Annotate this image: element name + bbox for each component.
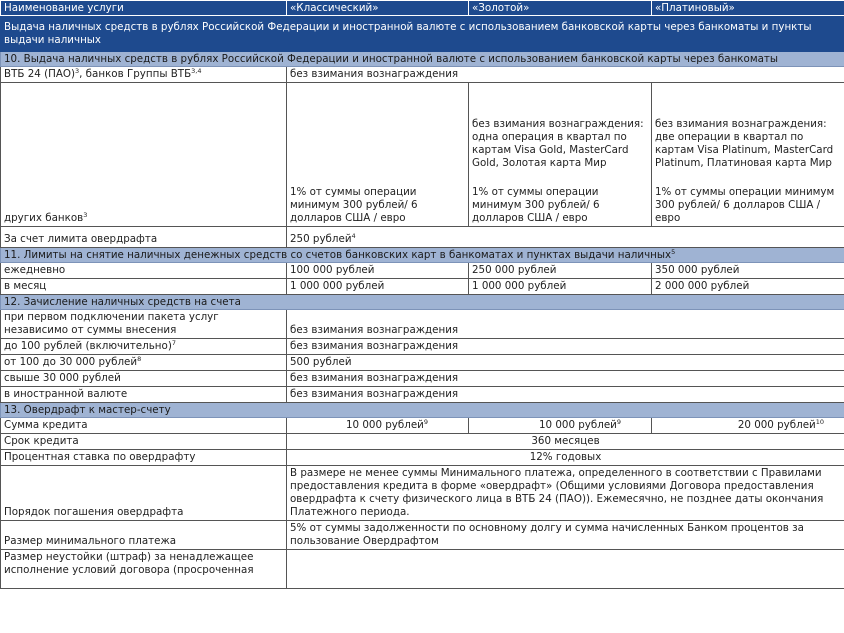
- daily-platinum: 350 000 рублей: [652, 263, 844, 279]
- main-title-row: [1, 16, 844, 52]
- table-row: [1, 339, 844, 355]
- credit-sum-gold: 10 000 рублей$^9$: [469, 418, 652, 434]
- col-header-gold: «Золотой»: [469, 1, 652, 16]
- row-value-vtb: без взимания вознаграждения: [287, 67, 844, 83]
- row-label-over-30k: свыше 30 000 рублей: [1, 371, 287, 387]
- row-value-overdraft-limit: 250 рублей$^4$: [287, 227, 844, 248]
- monthly-gold: 1 000 000 рублей: [469, 279, 652, 295]
- table-row: [1, 521, 844, 550]
- col-header-service: Наименование услуги: [1, 1, 287, 16]
- row-label-overdraft-limit: За счет лимита овердрафта: [1, 227, 287, 248]
- row-value-foreign: без взимания вознаграждения: [287, 387, 844, 403]
- row-value-penalty: [287, 550, 844, 589]
- row-value-from-100: 500 рублей: [287, 355, 844, 371]
- table-row: [1, 355, 844, 371]
- credit-sum-classic: 10 000 рублей$^9$: [287, 418, 469, 434]
- row-label-other-banks: других банков$^3$: [1, 83, 287, 227]
- daily-gold: 250 000 рублей: [469, 263, 652, 279]
- platinum-fee: 1% от суммы операции минимум 300 рублей/ 6 долларов США / евро: [652, 172, 844, 227]
- table-row: [1, 310, 844, 339]
- table-row: [1, 83, 844, 172]
- row-label-upto-100: до 100 рублей (включительно)$^7$: [1, 339, 287, 355]
- section-10-title: 10. Выдача наличных средств в рублях Российской Федерации и иностранной валюте с использованием банковской карты через банкоматы: [1, 52, 844, 67]
- daily-classic: 100 000 рублей: [287, 263, 469, 279]
- gold-fee: 1% от суммы операции минимум 300 рублей/ 6 долларов США / евро: [469, 172, 652, 227]
- column-header-row: [1, 1, 844, 16]
- row-label-rate: Процентная ставка по овердрафту: [1, 450, 287, 466]
- monthly-platinum: 2 000 000 рублей: [652, 279, 844, 295]
- table-row: [1, 387, 844, 403]
- classic-spacer: [287, 83, 469, 172]
- gold-free-note: без взимания вознаграждения: одна операция в квартал по картам Visa Gold, MasterCard Gold, Золотая карта Мир: [469, 83, 652, 172]
- monthly-classic: 1 000 000 рублей: [287, 279, 469, 295]
- table-row: [1, 263, 844, 279]
- penalty-text-clip: Размер неустойки (штраф) за ненадлежащее исполнение условий договора (просроченная: [4, 551, 254, 576]
- row-label-term: Срок кредита: [1, 434, 287, 450]
- col-header-platinum: «Платиновый»: [652, 1, 844, 16]
- section-11-header: [1, 248, 844, 263]
- row-label-first-connect: при первом подключении пакета услуг независимо от суммы внесения: [1, 310, 287, 339]
- row-label-minpay: Размер минимального платежа: [1, 521, 287, 550]
- col-header-classic: «Классический»: [287, 1, 469, 16]
- row-value-repay: В размере не менее суммы Минимального платежа, определенного в соответствии с Правилами предоставления кредита в форме «овердрафт» (Общими условиями Договора предоставления овердрафта к счету физического лица в ВТБ 24 (ПАО)). Ежемесячно, не позднее даты окончания Платежного периода.: [287, 466, 844, 521]
- table-row: [1, 67, 844, 83]
- section-12-header: [1, 295, 844, 310]
- table-row: [1, 434, 844, 450]
- table-row: [1, 450, 844, 466]
- platinum-free-note: без взимания вознаграждения: две операции в квартал по картам Visa Platinum, MasterCard Platinum, Платиновая карта Мир: [652, 83, 844, 172]
- row-label-foreign: в иностранной валюте: [1, 387, 287, 403]
- section-10-header: [1, 52, 844, 67]
- row-label-penalty: [1, 550, 287, 589]
- table-row: [1, 550, 844, 589]
- table-row: [1, 227, 844, 248]
- table-row: [1, 371, 844, 387]
- section-13-title: 13. Овердрафт к мастер-счету: [1, 403, 844, 418]
- table-row: [1, 279, 844, 295]
- section-11-title: 11. Лимиты на снятие наличных денежных средств со счетов банковских карт в банкоматах и пунктах выдачи наличных$^5$: [1, 248, 844, 263]
- row-label-monthly: в месяц: [1, 279, 287, 295]
- row-label-credit-sum: Сумма кредита: [1, 418, 287, 434]
- row-label-from-100: от 100 до 30 000 рублей$^8$: [1, 355, 287, 371]
- table-row: [1, 418, 844, 434]
- row-value-first-connect: без взимания вознаграждения: [287, 310, 844, 339]
- row-value-upto-100: без взимания вознаграждения: [287, 339, 844, 355]
- row-value-over-30k: без взимания вознаграждения: [287, 371, 844, 387]
- classic-fee: 1% от суммы операции минимум 300 рублей/ 6 долларов США / евро: [287, 172, 469, 227]
- section-12-title: 12. Зачисление наличных средств на счета: [1, 295, 844, 310]
- row-value-term: 360 месяцев: [287, 434, 844, 450]
- row-label-daily: ежедневно: [1, 263, 287, 279]
- section-13-header: [1, 403, 844, 418]
- credit-sum-platinum: 20 000 рублей$^{10}$: [652, 418, 844, 434]
- row-value-rate: 12% годовых: [287, 450, 844, 466]
- main-title: Выдача наличных средств в рублях Российской Федерации и иностранной валюте с использованием банковской карты через банкоматы и пункты выдачи наличных: [1, 16, 844, 52]
- row-value-minpay: 5% от суммы задолженности по основному долгу и сумма начисленных Банком процентов за пользование Овердрафтом: [287, 521, 844, 550]
- table-row: [1, 466, 844, 521]
- row-label-repay: Порядок погашения овердрафта: [1, 466, 287, 521]
- row-label-vtb: ВТБ 24 (ПАО)$^3$, банков Группы ВТБ$^{3,4}$: [1, 67, 287, 83]
